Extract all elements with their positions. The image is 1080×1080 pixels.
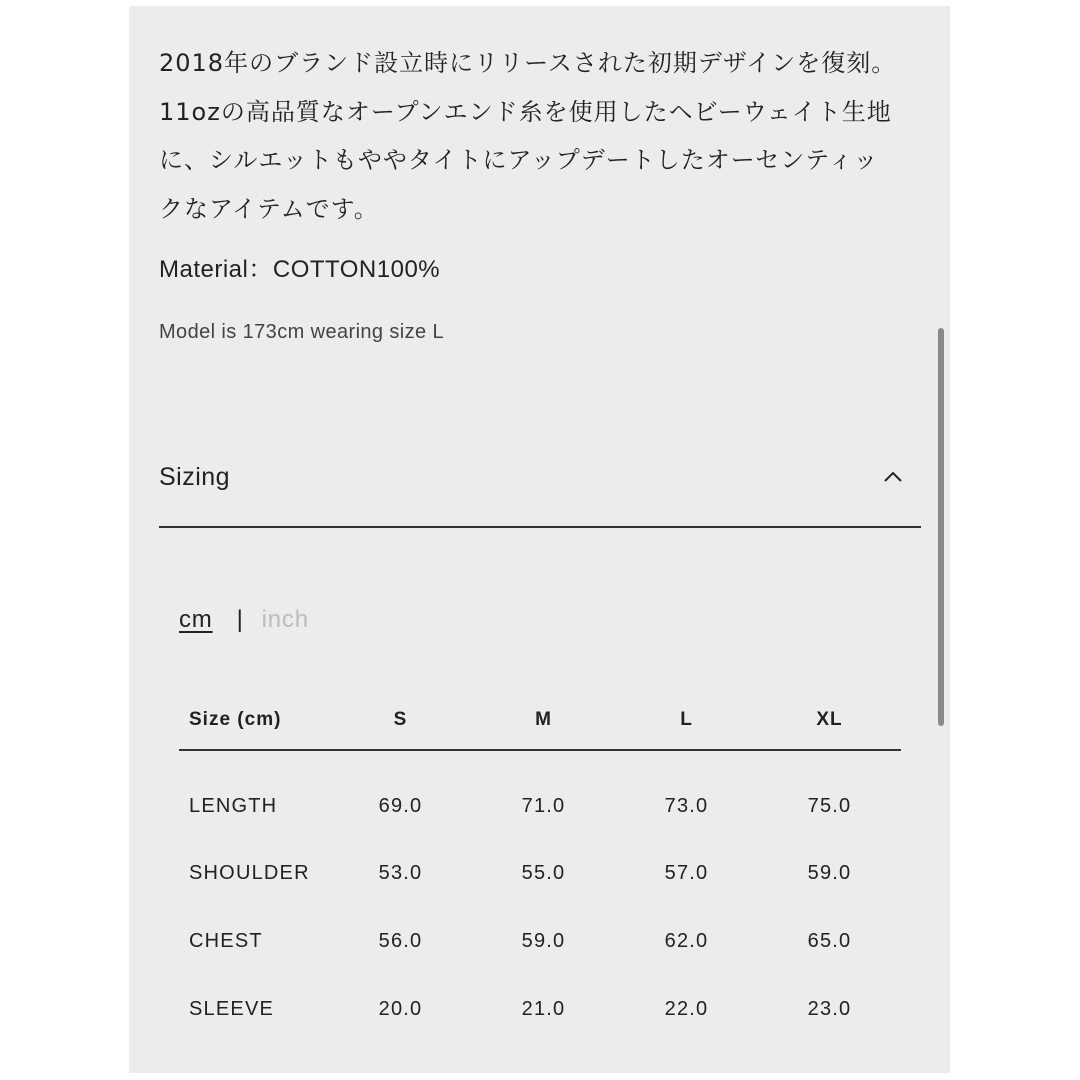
measurement-value: 62.0 xyxy=(664,929,709,952)
size-table-header: L xyxy=(615,691,758,750)
material-info: Material：COTTON100% xyxy=(159,256,441,283)
chevron-up-icon[interactable] xyxy=(883,469,903,483)
sizing-accordion-header[interactable] xyxy=(159,451,921,528)
measurement-label: SHOULDER xyxy=(189,861,310,884)
model-size-note: Model is 173cm wearing size L xyxy=(159,321,445,343)
table-row xyxy=(179,839,901,907)
size-table-header: Size (cm) xyxy=(179,691,329,750)
measurement-value: 75.0 xyxy=(807,794,852,817)
measurement-value: 59.0 xyxy=(521,929,566,952)
measurement-value: 56.0 xyxy=(378,929,423,952)
product-details-panel xyxy=(129,6,950,1073)
product-description: 2018年のブランド設立時にリリースされた初期デザインを復刻。11ozの高品質なオープンエンド糸を使用したヘビーウェイト生地に、シルエットもややタイトにアップデートしたオーセンティックなアイテムです。 xyxy=(159,49,897,223)
size-table-header-row xyxy=(179,691,901,750)
measurement-value: 53.0 xyxy=(378,861,423,884)
size-table-header: XL xyxy=(758,691,901,750)
measurement-value: 21.0 xyxy=(521,997,566,1020)
measurement-value: 55.0 xyxy=(521,861,566,884)
unit-toggle xyxy=(179,606,309,634)
size-table xyxy=(179,691,901,1043)
measurement-value: 57.0 xyxy=(664,861,709,884)
measurement-value: 20.0 xyxy=(378,997,423,1020)
measurement-label: SLEEVE xyxy=(189,997,275,1020)
table-row xyxy=(179,907,901,975)
measurement-label: CHEST xyxy=(189,929,263,952)
measurement-value: 22.0 xyxy=(664,997,709,1020)
unit-separator: | xyxy=(236,606,244,633)
measurement-value: 73.0 xyxy=(664,794,709,817)
measurement-label: LENGTH xyxy=(189,794,278,817)
measurement-value: 59.0 xyxy=(807,861,852,884)
unit-inch-button[interactable]: inch xyxy=(261,606,309,633)
table-row xyxy=(179,975,901,1043)
size-table-header: S xyxy=(329,691,472,750)
measurement-value: 69.0 xyxy=(378,794,423,817)
scrollbar-thumb[interactable] xyxy=(938,328,944,726)
measurement-value: 23.0 xyxy=(807,997,852,1020)
sizing-title: Sizing xyxy=(159,463,231,491)
unit-cm-button[interactable]: cm xyxy=(179,606,213,633)
table-row xyxy=(179,750,901,839)
size-table-header: M xyxy=(472,691,615,750)
measurement-value: 71.0 xyxy=(521,794,566,817)
measurement-value: 65.0 xyxy=(807,929,852,952)
